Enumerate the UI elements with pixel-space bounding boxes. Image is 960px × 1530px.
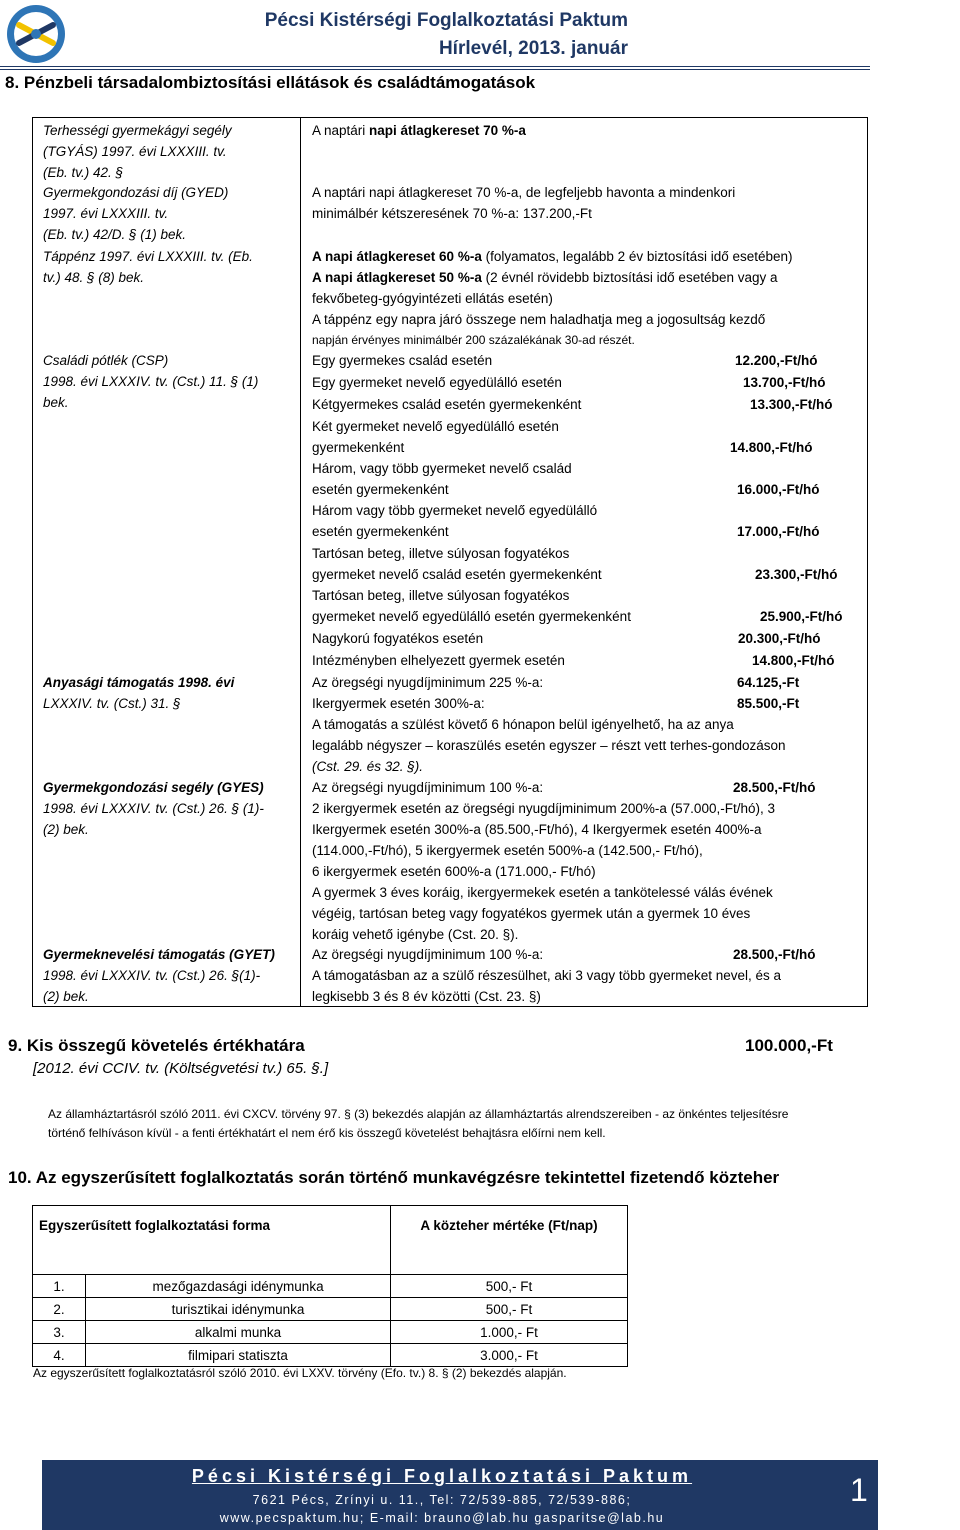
csp-row-value: 16.000,-Ft/hó: [737, 482, 820, 497]
right-line: legkisebb 3 és 8 év közötti (Cst. 23. §): [312, 989, 541, 1004]
left-tgyas: [43, 120, 293, 183]
right-line: Ikergyermek esetén 300%-a (85.500,-Ft/hó), 4 Ikergyermek esetén 400%-a: [312, 822, 762, 837]
gyet-value: 28.500,-Ft/hó: [733, 947, 816, 962]
csp-row-value: 17.000,-Ft/hó: [737, 524, 820, 539]
csp-row-label: Intézményben elhelyezett gyermek esetén: [312, 653, 565, 668]
table-row: [33, 1321, 628, 1344]
section-9-ref: [2012. évi CCIV. tv. (Költségvetési tv.) 65. §.]: [33, 1060, 329, 1077]
right-line: legalább négyszer – koraszülés esetén egyszer – részt vett terhes-gondozáson: [312, 738, 786, 753]
footer: [42, 1460, 878, 1530]
tax-row-value: 3.000,- Ft: [391, 1344, 628, 1367]
left-anyasagi: [43, 672, 293, 714]
right-line: napján érvényes minimálbér 200 százalékának 30-ad részét.: [312, 333, 635, 347]
section-10-note: Az egyszerűsített foglalkoztatásról szóló 2010. évi LXXV. törvény (Efo. tv.) 8. § (2) bekezdés alapján.: [33, 1366, 567, 1380]
header-rule-bottom: [0, 69, 870, 70]
left-line: 1998. évi LXXXIV. tv. (Cst.) 26. §(1)-: [43, 968, 261, 983]
csp-row-label: Tartósan beteg, illetve súlyosan fogyatékos: [312, 588, 570, 603]
right-line: koráig vehető igénybe (Cst. 20. §).: [312, 927, 519, 942]
note-line: Az államháztartásról szóló 2011. évi CXCV. törvény 97. § (3) bekezdés alapján az államháztartás alrendszereiben - az önkéntes teljesítésre: [48, 1107, 789, 1121]
csp-row-label: Nagykorú fogyatékos esetén: [312, 631, 484, 646]
right-line: (114.000,-Ft/hó), 5 ikergyermek esetén 500%-a (142.500,- Ft/hó),: [312, 843, 703, 858]
table-row: [33, 1275, 628, 1298]
right-line: 6 ikergyermek esetén 600%-a (171.000,- Ft/hó): [312, 864, 596, 879]
left-tappenz: [43, 246, 293, 288]
csp-row-value: 13.700,-Ft/hó: [743, 375, 826, 390]
gyes-label: Az öregségi nyugdíjminimum 100 %-a:: [312, 780, 544, 795]
right-text: (2 évnél rövidebb biztosítási idő esetében vagy a: [481, 270, 778, 285]
csp-row-label: Két gyermeket nevelő egyedülálló esetén: [312, 419, 559, 434]
left-line: LXXXIV. tv. (Cst.) 31. §: [43, 696, 181, 711]
left-csp: [43, 350, 293, 413]
left-line: bek.: [43, 395, 69, 410]
section-10-title: 10. Az egyszerűsített foglalkoztatás során történő munkavégzésre tekintettel fizetendő közteher: [8, 1168, 780, 1187]
right-tgyas: [312, 120, 526, 141]
header-subtitle: Hírlevél, 2013. január: [438, 38, 628, 59]
left-line: 1998. évi LXXXIV. tv. (Cst.) 26. § (1)-: [43, 801, 264, 816]
csp-row-value: 13.300,-Ft/hó: [750, 397, 833, 412]
header-title: Pécsi Kistérségi Foglalkoztatási Paktum: [264, 10, 628, 31]
tax-row-name: filmipari statiszta: [86, 1344, 391, 1367]
page-number: 1: [850, 1472, 868, 1508]
right-text-bold: A napi átlagkereset 60 %-a: [312, 249, 482, 264]
right-line: [312, 267, 862, 288]
footer-title: Pécsi Kistérségi Foglalkoztatási Paktum: [191, 1466, 693, 1486]
gyes-value: 28.500,-Ft/hó: [733, 780, 816, 795]
anyasagi-value: 64.125,-Ft: [737, 675, 800, 690]
csp-row-value: 12.200,-Ft/hó: [735, 353, 818, 368]
right-line: minimálbér kétszeresének 70 %-a: 137.200,-Ft: [312, 206, 592, 221]
csp-row-label: gyermekenként: [312, 440, 405, 455]
tax-row-name: alkalmi munka: [86, 1321, 391, 1344]
tax-col1-header: Egyszerűsített foglalkoztatási forma: [33, 1206, 391, 1275]
right-text-bold: A napi átlagkereset 50 %-a: [312, 270, 482, 285]
right-line: 2 ikergyermek esetén az öregségi nyugdíjminimum 200%-a (57.000,-Ft/hó), 3: [312, 801, 775, 816]
tax-col2-header: A közteher mértéke (Ft/nap): [391, 1206, 628, 1275]
left-line: 1997. évi LXXXIII. tv.: [43, 206, 169, 221]
tax-row-value: 1.000,- Ft: [391, 1321, 628, 1344]
csp-row-value: 14.800,-Ft/hó: [730, 440, 813, 455]
csp-row-value: 23.300,-Ft/hó: [755, 567, 838, 582]
header-rule-top: [0, 66, 870, 67]
anyasagi-label: Az öregségi nyugdíjminimum 225 %-a:: [312, 675, 544, 690]
left-line: Gyermeknevelési támogatás (GYET): [43, 947, 275, 962]
section-9-value: 100.000,-Ft: [745, 1036, 833, 1055]
footer-web: www.pecspaktum.hu; E-mail: brauno@lab.hu gasparitse@lab.hu: [219, 1511, 665, 1525]
section-9-title: 9. Kis összegű követelés értékhatára: [8, 1036, 305, 1055]
right-line: A támogatás a szülést követő 6 hónapon belül igényelhető, ha az anya: [312, 717, 734, 732]
left-gyes: [43, 777, 293, 840]
right-line: A gyermek 3 éves koráig, ikergyermekek esetén a tankötelessé válás évének: [312, 885, 773, 900]
tax-table: [32, 1205, 628, 1367]
footer-address: 7621 Pécs, Zrínyi u. 11., Tel: 72/539-885, 72/539-886;: [252, 1493, 632, 1507]
csp-row-label: Három, vagy több gyermeket nevelő család: [312, 461, 572, 476]
right-text-bold: napi átlagkereset 70 %-a: [369, 123, 526, 138]
note-line: történő felhíváson kívül - a fenti értékhatárt el nem érő kis összegű követelést behajtásra előírni nem kell.: [48, 1126, 606, 1140]
csp-row-label: Egy gyermekes család esetén: [312, 353, 493, 368]
tax-table-header: [33, 1206, 628, 1275]
right-line: A táppénz egy napra járó összege nem haladhatja meg a jogosultság kezdő: [312, 312, 766, 327]
left-line: Családi pótlék (CSP): [43, 353, 169, 368]
right-text: A naptári: [312, 123, 370, 138]
csp-row-label: gyermeket nevelő család esetén gyermekenként: [312, 567, 602, 582]
table-row: [33, 1344, 628, 1367]
table-row: [33, 1298, 628, 1321]
left-line: (2) bek.: [43, 822, 89, 837]
left-gyed: [43, 182, 293, 245]
tax-row-num: 2.: [33, 1298, 86, 1321]
right-text: (folyamatos, legalább 2 év biztosítási idő esetében): [481, 249, 793, 264]
left-line: (2) bek.: [43, 989, 89, 1004]
tax-row-num: 4.: [33, 1344, 86, 1367]
right-gyed: [312, 182, 862, 224]
left-line: Gyermekgondozási díj (GYED): [43, 185, 229, 200]
section-8-title: 8. Pénzbeli társadalombiztosítási ellátások és családtámogatások: [5, 73, 536, 92]
csp-row-label: esetén gyermekenként: [312, 482, 449, 497]
tax-row-num: 3.: [33, 1321, 86, 1344]
left-gyet: [43, 944, 293, 1007]
csp-row-label: gyermeket nevelő egyedülálló esetén gyermekenként: [312, 609, 631, 624]
csp-row-label: Kétgyermekes család esetén gyermekenként: [312, 397, 582, 412]
csp-row-value: 25.900,-Ft/hó: [760, 609, 843, 624]
left-line: Anyasági támogatás 1998. évi: [43, 675, 235, 690]
benefits-table-divider: [300, 117, 301, 1007]
left-line: (Eb. tv.) 42. §: [43, 165, 124, 180]
tax-row-value: 500,- Ft: [391, 1275, 628, 1298]
csp-row-label: Egy gyermeket nevelő egyedülálló esetén: [312, 375, 562, 390]
tax-row-name: mezőgazdasági idénymunka: [86, 1275, 391, 1298]
section-9-note: [48, 1105, 788, 1143]
paktum-logo: [5, 3, 67, 65]
left-line: tv.) 48. § (8) bek.: [43, 270, 145, 285]
anyasagi-label: Ikergyermek esetén 300%-a:: [312, 696, 485, 711]
right-line: végéig, tartósan beteg vagy fogyatékos gyermek után a gyermek 10 éves: [312, 906, 751, 921]
csp-row-label: esetén gyermekenként: [312, 524, 449, 539]
csp-row-label: Három vagy több gyermeket nevelő egyedülálló: [312, 503, 598, 518]
right-line: fekvőbeteg-gyógyintézeti ellátás esetén): [312, 291, 553, 306]
csp-row-value: 20.300,-Ft/hó: [738, 631, 821, 646]
csp-row-value: 14.800,-Ft/hó: [752, 653, 835, 668]
left-line: 1998. évi LXXXIV. tv. (Cst.) 11. § (1): [43, 374, 259, 389]
tax-row-name: turisztikai idénymunka: [86, 1298, 391, 1321]
tax-row-value: 500,- Ft: [391, 1298, 628, 1321]
gyet-label: Az öregségi nyugdíjminimum 100 %-a:: [312, 947, 544, 962]
tax-row-num: 1.: [33, 1275, 86, 1298]
right-line: A támogatásban az a szülő részesülhet, aki 3 vagy több gyermeket nevel, és a: [312, 968, 782, 983]
anyasagi-text: [312, 714, 862, 777]
left-line: Táppénz 1997. évi LXXXIII. tv. (Eb.: [43, 249, 253, 264]
right-line: [312, 246, 862, 267]
gyet-text: [312, 965, 862, 1007]
right-tappenz: [312, 246, 862, 350]
right-line: A naptári napi átlagkereset 70 %-a, de legfeljebb havonta a mindenkori: [312, 185, 736, 200]
left-line: (Eb. tv.) 42/D. § (1) bek.: [43, 227, 187, 242]
left-line: (TGYÁS) 1997. évi LXXXIII. tv.: [43, 144, 227, 159]
gyes-text: [312, 798, 862, 945]
anyasagi-value: 85.500,-Ft: [737, 696, 800, 711]
csp-row-label: Tartósan beteg, illetve súlyosan fogyatékos: [312, 546, 570, 561]
left-line: Terhességi gyermekágyi segély: [43, 123, 232, 138]
left-line: Gyermekgondozási segély (GYES): [43, 780, 264, 795]
right-line: (Cst. 29. és 32. §).: [312, 759, 424, 774]
